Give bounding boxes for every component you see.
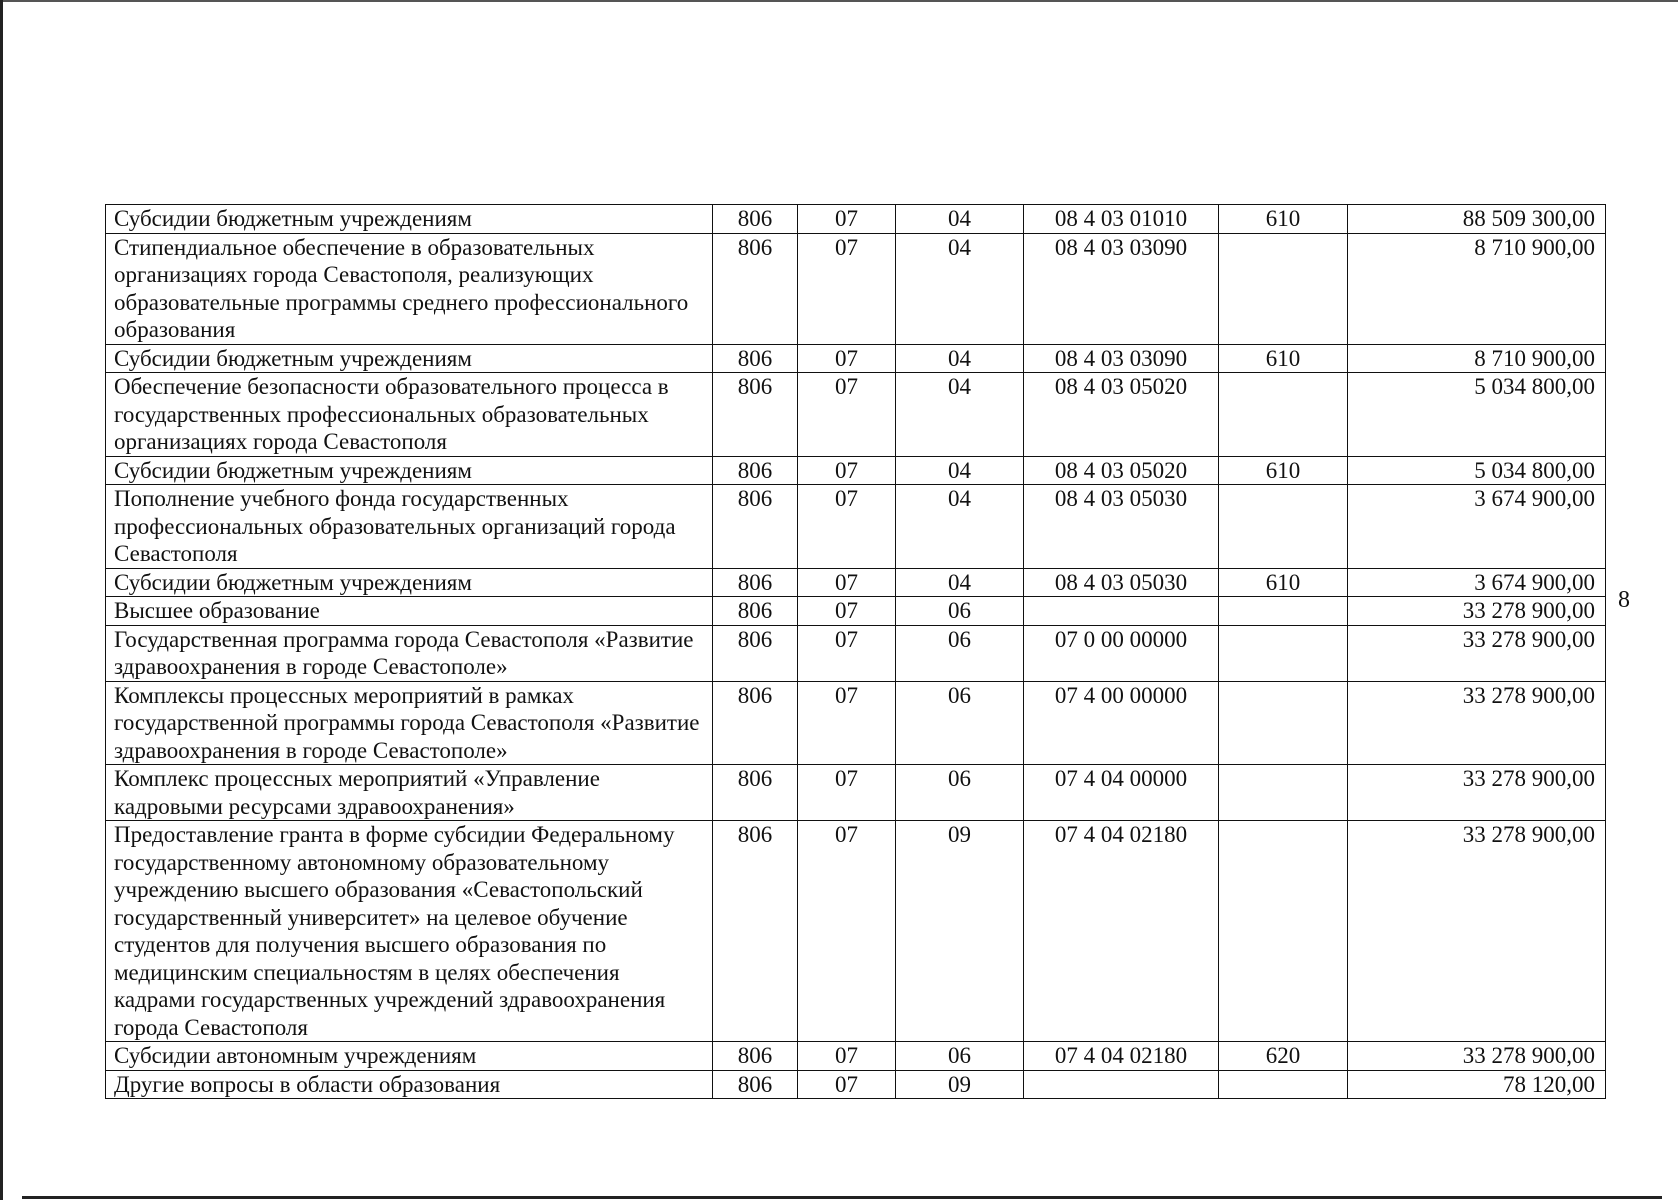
row-name: Государственная программа города Севастополя «Развитие здравоохранения в городе Севастополе» — [106, 625, 713, 681]
target-code: 08 4 03 05030 — [1024, 568, 1219, 597]
table-row — [106, 344, 1606, 373]
section-code: 07 — [798, 485, 896, 569]
expense-type-code — [1219, 821, 1348, 1042]
ministry-code: 806 — [713, 625, 798, 681]
subsection-code: 04 — [896, 205, 1024, 234]
expense-type-code — [1219, 373, 1348, 457]
expense-type-code — [1219, 1070, 1348, 1099]
table-row — [106, 625, 1606, 681]
ministry-code: 806 — [713, 681, 798, 765]
ministry-code: 806 — [713, 456, 798, 485]
subsection-code: 04 — [896, 568, 1024, 597]
expense-type-code — [1219, 233, 1348, 344]
amount: 8 710 900,00 — [1348, 344, 1606, 373]
amount: 33 278 900,00 — [1348, 821, 1606, 1042]
row-name: Комплексы процессных мероприятий в рамках государственной программы города Севастополя «Развитие здравоохранения в городе Севастополе» — [106, 681, 713, 765]
subsection-code: 06 — [896, 765, 1024, 821]
subsection-code: 04 — [896, 344, 1024, 373]
target-code — [1024, 597, 1219, 626]
row-name: Субсидии автономным учреждениям — [106, 1042, 713, 1071]
section-code: 07 — [798, 233, 896, 344]
target-code: 08 4 03 01010 — [1024, 205, 1219, 234]
target-code: 08 4 03 03090 — [1024, 344, 1219, 373]
section-code: 07 — [798, 1070, 896, 1099]
row-name: Стипендиальное обеспечение в образовательных организациях города Севастополя, реализующих образовательные программы среднего профессионального образования — [106, 233, 713, 344]
table-row — [106, 597, 1606, 626]
section-code: 07 — [798, 821, 896, 1042]
ministry-code: 806 — [713, 597, 798, 626]
table-row — [106, 681, 1606, 765]
scan-edge-bottom — [22, 1196, 1662, 1199]
amount: 33 278 900,00 — [1348, 765, 1606, 821]
amount: 33 278 900,00 — [1348, 1042, 1606, 1071]
subsection-code: 06 — [896, 597, 1024, 626]
amount: 88 509 300,00 — [1348, 205, 1606, 234]
target-code: 07 4 04 00000 — [1024, 765, 1219, 821]
table-row — [106, 205, 1606, 234]
ministry-code: 806 — [713, 821, 798, 1042]
target-code — [1024, 1070, 1219, 1099]
table-row — [106, 568, 1606, 597]
scan-edge-left — [0, 0, 3, 1200]
target-code: 07 4 00 00000 — [1024, 681, 1219, 765]
section-code: 07 — [798, 625, 896, 681]
subsection-code: 06 — [896, 1042, 1024, 1071]
ministry-code: 806 — [713, 344, 798, 373]
row-name: Субсидии бюджетным учреждениям — [106, 456, 713, 485]
table-row — [106, 233, 1606, 344]
amount: 5 034 800,00 — [1348, 456, 1606, 485]
row-name: Субсидии бюджетным учреждениям — [106, 205, 713, 234]
expense-type-code: 610 — [1219, 344, 1348, 373]
amount: 33 278 900,00 — [1348, 597, 1606, 626]
row-name: Субсидии бюджетным учреждениям — [106, 568, 713, 597]
expense-type-code: 610 — [1219, 568, 1348, 597]
section-code: 07 — [798, 681, 896, 765]
table-row — [106, 373, 1606, 457]
expense-type-code — [1219, 625, 1348, 681]
scan-edge-top — [0, 0, 1678, 2]
amount: 33 278 900,00 — [1348, 625, 1606, 681]
ministry-code: 806 — [713, 1070, 798, 1099]
subsection-code: 04 — [896, 233, 1024, 344]
table-row — [106, 821, 1606, 1042]
row-name: Другие вопросы в области образования — [106, 1070, 713, 1099]
amount: 5 034 800,00 — [1348, 373, 1606, 457]
amount: 3 674 900,00 — [1348, 568, 1606, 597]
section-code: 07 — [798, 1042, 896, 1071]
expense-type-code — [1219, 485, 1348, 569]
subsection-code: 06 — [896, 625, 1024, 681]
table-row — [106, 1070, 1606, 1099]
expense-type-code — [1219, 681, 1348, 765]
ministry-code: 806 — [713, 485, 798, 569]
table-row — [106, 1042, 1606, 1071]
target-code: 07 0 00 00000 — [1024, 625, 1219, 681]
subsection-code: 09 — [896, 821, 1024, 1042]
section-code: 07 — [798, 597, 896, 626]
subsection-code: 06 — [896, 681, 1024, 765]
ministry-code: 806 — [713, 568, 798, 597]
target-code: 07 4 04 02180 — [1024, 821, 1219, 1042]
section-code: 07 — [798, 456, 896, 485]
amount: 3 674 900,00 — [1348, 485, 1606, 569]
ministry-code: 806 — [713, 765, 798, 821]
target-code: 08 4 03 05030 — [1024, 485, 1219, 569]
target-code: 08 4 03 05020 — [1024, 456, 1219, 485]
section-code: 07 — [798, 205, 896, 234]
amount: 33 278 900,00 — [1348, 681, 1606, 765]
table-row — [106, 456, 1606, 485]
target-code: 07 4 04 02180 — [1024, 1042, 1219, 1071]
row-name: Субсидии бюджетным учреждениям — [106, 344, 713, 373]
row-name: Пополнение учебного фонда государственных профессиональных образовательных организаций города Севастополя — [106, 485, 713, 569]
ministry-code: 806 — [713, 205, 798, 234]
table-row — [106, 485, 1606, 569]
target-code: 08 4 03 03090 — [1024, 233, 1219, 344]
section-code: 07 — [798, 568, 896, 597]
ministry-code: 806 — [713, 1042, 798, 1071]
target-code: 08 4 03 05020 — [1024, 373, 1219, 457]
subsection-code: 04 — [896, 373, 1024, 457]
row-name: Предоставление гранта в форме субсидии Федеральному государственному автономному образовательному учреждению высшего образования «Севастопольский государственный университет» на целевое обучение студентов для получения высшего образования по медицинским специальностям в целях обеспечения кадрами государственных учреждений здравоохранения города Севастополя — [106, 821, 713, 1042]
expense-type-code: 610 — [1219, 456, 1348, 485]
subsection-code: 04 — [896, 485, 1024, 569]
subsection-code: 04 — [896, 456, 1024, 485]
subsection-code: 09 — [896, 1070, 1024, 1099]
table-row — [106, 765, 1606, 821]
row-name: Высшее образование — [106, 597, 713, 626]
expense-type-code — [1219, 597, 1348, 626]
amount: 8 710 900,00 — [1348, 233, 1606, 344]
section-code: 07 — [798, 373, 896, 457]
ministry-code: 806 — [713, 233, 798, 344]
budget-table — [105, 204, 1606, 1099]
page-number: 8 — [1618, 587, 1630, 613]
section-code: 07 — [798, 344, 896, 373]
amount: 78 120,00 — [1348, 1070, 1606, 1099]
expense-type-code: 620 — [1219, 1042, 1348, 1071]
row-name: Комплекс процессных мероприятий «Управление кадровыми ресурсами здравоохранения» — [106, 765, 713, 821]
ministry-code: 806 — [713, 373, 798, 457]
row-name: Обеспечение безопасности образовательного процесса в государственных профессиональных образовательных организациях города Севастополя — [106, 373, 713, 457]
expense-type-code — [1219, 765, 1348, 821]
section-code: 07 — [798, 765, 896, 821]
expense-type-code: 610 — [1219, 205, 1348, 234]
